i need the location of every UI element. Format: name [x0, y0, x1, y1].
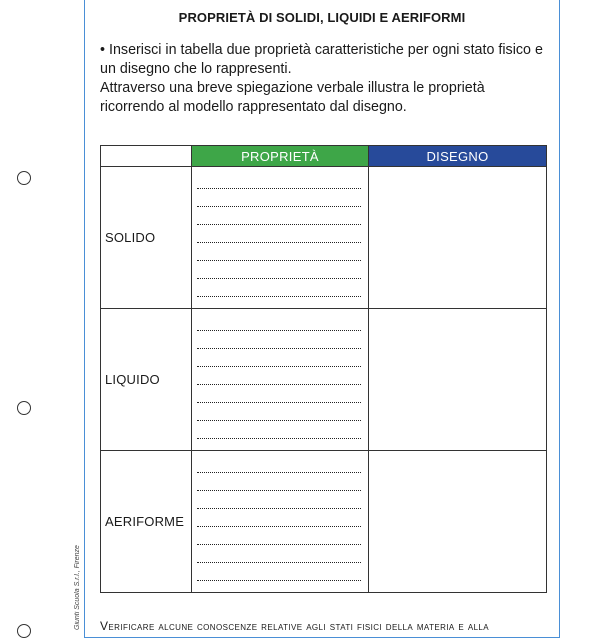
dotted-answer-line[interactable]: [197, 279, 361, 297]
drawing-area[interactable]: [369, 451, 547, 593]
dotted-answer-line[interactable]: [197, 385, 361, 403]
properties-answer-cell[interactable]: [192, 451, 369, 593]
dotted-answer-line[interactable]: [197, 349, 361, 367]
dotted-answer-line[interactable]: [197, 403, 361, 421]
dotted-answer-line[interactable]: [197, 261, 361, 279]
dotted-answer-line[interactable]: [197, 421, 361, 439]
header-drawing: DISEGNO: [369, 146, 547, 167]
header-properties: PROPRIETÀ: [192, 146, 369, 167]
state-label: AERIFORME: [101, 451, 192, 593]
properties-table: [100, 145, 547, 593]
dotted-answer-line[interactable]: [197, 331, 361, 349]
dotted-answer-line[interactable]: [197, 189, 361, 207]
footer-text: Verificare alcune conoscenze relative agli stati fisici della materia e alla: [100, 619, 490, 633]
instructions: [100, 41, 548, 117]
table-row: [101, 451, 547, 593]
dotted-answer-line[interactable]: [197, 207, 361, 225]
dotted-answer-line[interactable]: [197, 313, 361, 331]
publisher-credit: Giunti Scuola S.r.l., Firenze: [74, 545, 81, 630]
dotted-answer-line[interactable]: [197, 545, 361, 563]
binder-hole-middle: [17, 401, 31, 415]
dotted-answer-line[interactable]: [197, 473, 361, 491]
instruction-line-1: [100, 41, 548, 79]
dotted-answer-line[interactable]: [197, 455, 361, 473]
table-header-row: [101, 146, 547, 167]
dotted-answer-line[interactable]: [197, 527, 361, 545]
binder-hole-bottom: [17, 624, 31, 638]
dotted-answer-line[interactable]: [197, 491, 361, 509]
dotted-answer-line[interactable]: [197, 563, 361, 581]
header-blank: [101, 146, 192, 167]
state-label: SOLIDO: [101, 167, 192, 309]
drawing-area[interactable]: [369, 309, 547, 451]
dotted-answer-line[interactable]: [197, 225, 361, 243]
bullet-icon: •: [100, 42, 106, 58]
page-title: PROPRIETÀ DI SOLIDI, LIQUIDI E AERIFORMI: [178, 10, 466, 25]
dotted-answer-line[interactable]: [197, 243, 361, 261]
dotted-answer-line[interactable]: [197, 171, 361, 189]
properties-answer-cell[interactable]: [192, 309, 369, 451]
instruction-line-2: Attraverso una breve spiegazione verbale illustra le proprietà ricorrendo al modello rappresentato dal disegno.: [100, 80, 485, 115]
drawing-area[interactable]: [369, 167, 547, 309]
table-row: [101, 167, 547, 309]
binder-hole-top: [17, 171, 31, 185]
table-row: [101, 309, 547, 451]
dotted-answer-line[interactable]: [197, 509, 361, 527]
properties-answer-cell[interactable]: [192, 167, 369, 309]
state-label: LIQUIDO: [101, 309, 192, 451]
instruction-text-1: Inserisci in tabella due proprietà caratteristiche per ogni stato fisico e un disegno che lo rappresenti.: [100, 42, 543, 77]
dotted-answer-line[interactable]: [197, 367, 361, 385]
